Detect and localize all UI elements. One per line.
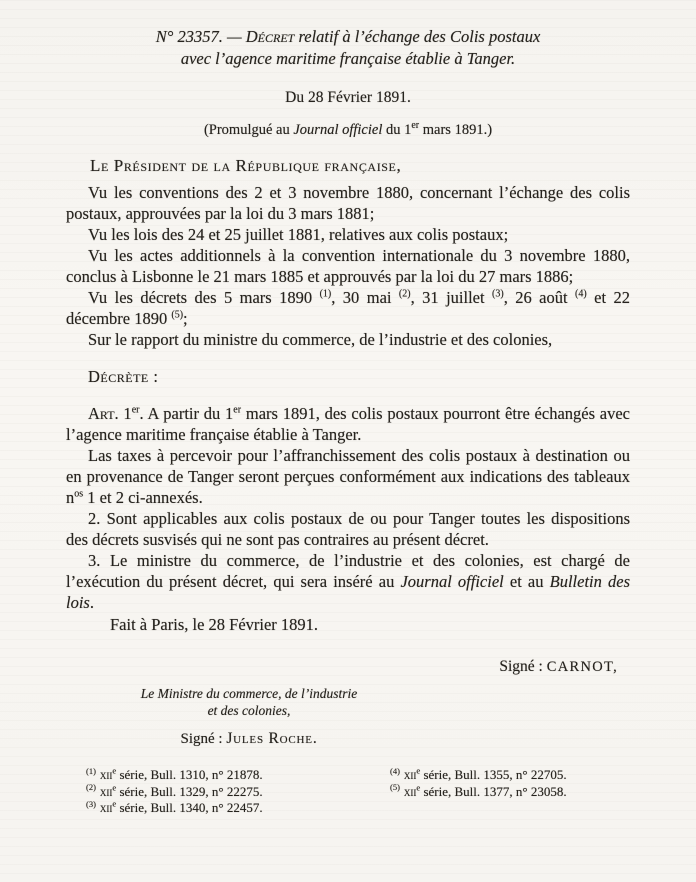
footnote-5-text: série, Bull. 1377, n° 23058. — [420, 783, 567, 799]
article-1 — [66, 403, 630, 445]
recital-decrets-text: Vu les décrets des 5 mars 1890 — [88, 288, 320, 307]
minister-title — [94, 685, 404, 719]
footnote-2-series: xii — [99, 783, 113, 799]
recital-decrets — [66, 287, 630, 329]
journal-officiel-mention: Journal officiel — [400, 572, 504, 591]
promulgation-note — [66, 122, 630, 139]
footnote-1-marker: (1) — [86, 765, 96, 776]
footnote-1-series-sup: e — [112, 765, 117, 776]
article-3 — [66, 550, 630, 613]
recital-decrets-text6: ; — [183, 309, 188, 328]
decree-date: Du 28 Février 1891. — [285, 89, 411, 106]
recital-lois: Vu les lois des 24 et 25 juillet 1881, relatives aux colis postaux; — [88, 225, 509, 244]
footnote-4-text: série, Bull. 1355, n° 22705. — [420, 767, 567, 782]
decree-title-rest: relatif à l’échange des Colis postaux — [294, 27, 541, 46]
footnote-3-series: xii — [99, 800, 113, 815]
footnote-1-series: xii — [99, 767, 113, 782]
footnotes-left-column — [86, 767, 386, 817]
footnote-2-marker: (2) — [86, 782, 96, 793]
footnote-5-marker: (5) — [390, 782, 400, 793]
article-1-ordinal: er — [131, 404, 140, 416]
footnote-4 — [390, 767, 567, 784]
minister-title-line1: Le Ministre du commerce, de l’industrie — [140, 686, 358, 701]
decree-number: N° 23357. — — [155, 27, 246, 46]
recital-decrets-text2: , 30 mai — [331, 288, 399, 307]
footnote-ref-5: (5) — [171, 309, 184, 321]
footnote-5-series: xii — [403, 783, 417, 799]
recital-actes: Vu les actes additionnels à la convention internationale du 3 novembre 1880, conclus à Lisbonne le 21 mars 1885 et approuvés par la loi du 27 mars 1886; — [66, 246, 630, 286]
article-1-text2: mars 1891, des colis postaux pourront être échangés avec l’agence maritime française établie à Tanger. — [66, 404, 631, 444]
recital-conventions: Vu les conventions des 2 et 3 novembre 1880, concernant l’échange des colis postaux, approuvées par la loi du 3 mars 1881; — [66, 183, 630, 223]
bulletin-des-lois-mention: Bulletin des lois — [66, 572, 630, 612]
numeros-sup: os — [74, 488, 84, 500]
footnote-4-series-sup: e — [416, 765, 421, 776]
president-signature — [66, 658, 630, 676]
footnote-3-text: série, Bull. 1340, n° 22457. — [116, 800, 263, 815]
journal-officiel-ref: Journal officiel — [293, 122, 383, 138]
articles — [66, 403, 630, 635]
footnote-ref-1: (1) — [319, 288, 332, 300]
article-2: 2. Sont applicables aux colis postaux de ou pour Tanger toutes les dispositions des décrets susvisés qui ne sont pas contraires au présent décret. — [66, 509, 630, 549]
article-3-text: 3. Le ministre du commerce, de l’industrie et des colonies, est chargé de l’exécution du présent décret, qui sera inséré au — [66, 551, 630, 591]
footnote-1 — [86, 767, 386, 784]
article-3-text3: . — [89, 593, 94, 612]
footnote-2-text: série, Bull. 1329, n° 22275. — [116, 783, 263, 799]
footnote-2 — [86, 784, 386, 801]
article-1-text: . A partir du 1 — [139, 404, 234, 423]
footnote-4-series: xii — [403, 767, 417, 782]
president-name: CARNOT, — [546, 659, 618, 675]
minister-signature-block — [94, 685, 404, 748]
article-1-ordinal2: er — [233, 404, 242, 416]
footnote-3 — [86, 800, 386, 817]
footnote-1-text: série, Bull. 1310, n° 21878. — [116, 767, 263, 782]
footnote-5 — [390, 784, 567, 801]
decree-title — [66, 26, 630, 70]
article-1-taxes-text2: 1 et 2 ci-annexés. — [83, 488, 203, 507]
recital-decrets-text3: , 31 juillet — [410, 288, 493, 307]
footnotes — [66, 767, 630, 817]
minister-signed-line — [94, 730, 404, 748]
footnote-4-marker: (4) — [390, 765, 400, 776]
fait-a-paris-line: Fait à Paris, le 28 Février 1891. — [110, 615, 319, 634]
decree-word-title: Décret — [245, 27, 295, 46]
article-1-taxes — [66, 445, 630, 508]
signe-label: Signé : — [499, 658, 547, 675]
article-1-label: Art. 1 — [88, 404, 132, 423]
salutation: Le Président de la République française, — [90, 156, 402, 175]
ordinal-sup: er — [411, 120, 420, 132]
minister-name: Jules Roche. — [226, 730, 318, 747]
recital-decrets-text4: , 26 août — [503, 288, 576, 307]
article-1-taxes-text: Las taxes à percevoir pour l’affranchissement des colis postaux à destination ou en provenance de Tanger seront perçues conformément aux indications des tableaux n — [66, 446, 630, 507]
decree-title-line2: avec l’agence maritime française établie à Tanger. — [180, 49, 516, 68]
signe-label-minister: Signé : — [180, 731, 227, 747]
footnote-ref-2: (2) — [398, 288, 411, 300]
footnote-ref-3: (3) — [492, 288, 504, 300]
footnote-3-marker: (3) — [86, 798, 96, 809]
recitals — [66, 182, 630, 350]
minister-title-line2: et des colonies, — [207, 703, 291, 718]
promulgation-text: (Promulgué au — [203, 122, 294, 138]
footnote-3-series-sup: e — [112, 798, 117, 809]
footnotes-right-column — [390, 767, 567, 817]
footnote-5-series-sup: e — [416, 782, 421, 793]
footnote-ref-4: (4) — [575, 288, 587, 300]
promulgation-text3: mars 1891.) — [419, 122, 493, 138]
article-3-text2: et au — [503, 572, 550, 591]
footnote-2-series-sup: e — [112, 782, 117, 793]
promulgation-text2: du 1 — [382, 122, 412, 138]
recital-rapport: Sur le rapport du ministre du commerce, de l’industrie et des colonies, — [88, 330, 553, 349]
recital-decrets-text5: et 22 décembre 1890 — [66, 288, 630, 328]
decrete-word: Décrète : — [88, 367, 159, 386]
